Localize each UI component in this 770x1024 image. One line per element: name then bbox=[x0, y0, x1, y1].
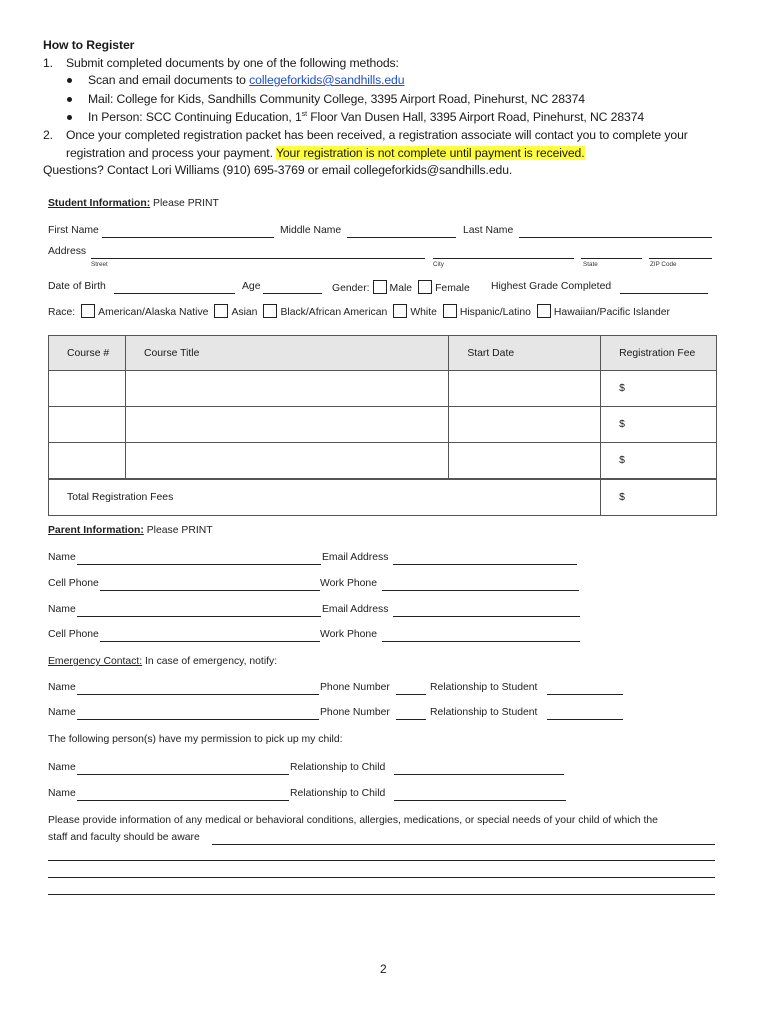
pickup2-relationship-field[interactable] bbox=[394, 800, 566, 801]
course-table bbox=[48, 335, 717, 516]
total-fees-label: Total Registration Fees bbox=[49, 479, 601, 516]
bullet-email-text: Scan and email documents to bbox=[88, 73, 250, 87]
start-date-cell[interactable] bbox=[449, 407, 601, 443]
bullet-icon bbox=[67, 78, 72, 83]
step-2-line-1: Once your completed registration packet has been received, a registration associate will contact you to complete your bbox=[66, 128, 688, 142]
race-option-label: Black/African American bbox=[280, 307, 388, 318]
grade-label: Highest Grade Completed bbox=[491, 281, 612, 292]
course-number-cell[interactable] bbox=[49, 407, 126, 443]
race-option-label: Hispanic/Latino bbox=[459, 307, 531, 318]
emergency2-relationship-field[interactable] bbox=[547, 719, 623, 720]
dob-field[interactable] bbox=[114, 293, 235, 294]
medical-field-line-3[interactable] bbox=[48, 877, 715, 878]
zip-field[interactable] bbox=[649, 258, 712, 259]
race-checkbox-asian[interactable] bbox=[214, 304, 228, 318]
parent-info-heading bbox=[48, 525, 213, 536]
emergency1-name-label: Name bbox=[48, 682, 76, 693]
parent2-cell-field[interactable] bbox=[100, 641, 320, 642]
emergency2-name-label: Name bbox=[48, 707, 76, 718]
male-checkbox[interactable] bbox=[373, 280, 387, 294]
header-registration-fee: Registration Fee bbox=[601, 336, 717, 371]
questions-contact: Questions? Contact Lori Williams (910) 695-3769 or email collegeforkids@sandhills.edu. bbox=[43, 163, 513, 177]
fee-cell[interactable]: $ bbox=[601, 371, 717, 407]
ordinal-suffix: st bbox=[301, 110, 307, 118]
pickup1-relationship-field[interactable] bbox=[394, 774, 564, 775]
female-checkbox[interactable] bbox=[418, 280, 432, 294]
bullet-mail-text: Mail: College for Kids, Sandhills Community College, 3395 Airport Road, Pinehurst, NC 28374 bbox=[88, 92, 585, 106]
header-course-number: Course # bbox=[49, 336, 126, 371]
age-label: Age bbox=[242, 281, 261, 292]
first-name-field[interactable] bbox=[102, 237, 274, 238]
emergency-note: In case of emergency, notify: bbox=[142, 656, 278, 667]
parent1-email-field[interactable] bbox=[393, 564, 577, 565]
pickup-intro: The following person(s) have my permission to pick up my child: bbox=[48, 734, 343, 745]
parent-info-title: Parent Information: bbox=[48, 525, 144, 536]
street-caption: Street bbox=[91, 261, 108, 268]
bullet-in-person-text: In Person: SCC Continuing Education, 1 bbox=[88, 110, 302, 124]
race-option-label: Hawaiian/Pacific Islander bbox=[553, 307, 671, 318]
parent2-email-field[interactable] bbox=[393, 616, 580, 617]
payment-notice-highlight: Your registration is not complete until payment is received. bbox=[275, 146, 585, 160]
pickup2-relationship-label: Relationship to Child bbox=[290, 788, 386, 799]
emergency-heading bbox=[48, 656, 277, 667]
bullet-icon bbox=[67, 97, 72, 102]
last-name-field[interactable] bbox=[519, 237, 712, 238]
address-label: Address bbox=[48, 246, 87, 257]
print-note: Please PRINT bbox=[150, 198, 219, 209]
race-group bbox=[48, 304, 670, 318]
race-checkbox-hispanic-latino[interactable] bbox=[443, 304, 457, 318]
emergency1-phone-field[interactable] bbox=[396, 694, 426, 695]
bullet-in-person-text-2: Floor Van Dusen Hall, 3395 Airport Road, Pinehurst, NC 28374 bbox=[306, 110, 645, 124]
pickup1-name-label: Name bbox=[48, 762, 76, 773]
step-2-number: 2. bbox=[43, 128, 53, 142]
bullet-in-person bbox=[67, 110, 645, 124]
parent2-cell-label: Cell Phone bbox=[48, 629, 99, 640]
gender-label: Gender: bbox=[332, 283, 370, 294]
fee-cell[interactable]: $ bbox=[601, 407, 717, 443]
dob-label: Date of Birth bbox=[48, 281, 106, 292]
course-title-cell[interactable] bbox=[125, 443, 448, 480]
medical-field-line-1[interactable] bbox=[212, 844, 715, 845]
male-label: Male bbox=[389, 283, 413, 294]
zip-caption: ZIP Code bbox=[650, 261, 677, 268]
parent2-work-field[interactable] bbox=[382, 641, 580, 642]
female-label: Female bbox=[435, 283, 470, 294]
city-field[interactable] bbox=[433, 258, 574, 259]
gender-group bbox=[332, 280, 470, 294]
middle-name-label: Middle Name bbox=[280, 225, 342, 236]
emergency2-phone-field[interactable] bbox=[396, 719, 426, 720]
state-field[interactable] bbox=[581, 258, 642, 259]
race-option-label: Asian bbox=[231, 307, 258, 318]
fee-cell[interactable]: $ bbox=[601, 443, 717, 480]
total-row bbox=[49, 479, 717, 516]
bullet-mail bbox=[67, 92, 585, 106]
parent1-cell-label: Cell Phone bbox=[48, 578, 99, 589]
race-checkbox-american-alaska-native[interactable] bbox=[81, 304, 95, 318]
emergency1-name-field[interactable] bbox=[77, 694, 319, 695]
table-row bbox=[49, 371, 717, 407]
step-1-text: Submit completed documents by one of the following methods: bbox=[66, 56, 399, 70]
header-course-title: Course Title bbox=[125, 336, 448, 371]
race-option-label: American/Alaska Native bbox=[98, 307, 209, 318]
race-option-label: White bbox=[410, 307, 437, 318]
emergency2-relationship-label: Relationship to Student bbox=[430, 707, 538, 718]
race-checkbox-black-african-american[interactable] bbox=[263, 304, 277, 318]
first-name-label: First Name bbox=[48, 225, 99, 236]
bullet-icon bbox=[67, 115, 72, 120]
pickup1-name-field[interactable] bbox=[77, 774, 289, 775]
start-date-cell[interactable] bbox=[449, 371, 601, 407]
total-fee-cell[interactable]: $ bbox=[601, 479, 717, 516]
parent2-email-label: Email Address bbox=[322, 604, 389, 615]
state-caption: State bbox=[583, 261, 598, 268]
parent1-email-label: Email Address bbox=[322, 552, 389, 563]
middle-name-field[interactable] bbox=[347, 237, 456, 238]
city-caption: City bbox=[433, 261, 444, 268]
course-number-cell[interactable] bbox=[49, 371, 126, 407]
emergency1-phone-label: Phone Number bbox=[320, 682, 390, 693]
course-title-cell[interactable] bbox=[125, 407, 448, 443]
race-label: Race: bbox=[48, 307, 76, 318]
step-2-line-2-text: registration and process your payment. bbox=[66, 146, 276, 160]
student-info-title: Student Information: bbox=[48, 198, 151, 209]
step-1 bbox=[43, 56, 399, 70]
pickup2-name-field[interactable] bbox=[77, 800, 289, 801]
medical-prompt-line-2: staff and faculty should be aware bbox=[48, 832, 200, 843]
course-number-cell[interactable] bbox=[49, 443, 126, 480]
race-checkbox-hawaiian-pacific-islander[interactable] bbox=[537, 304, 551, 318]
race-checkbox-white[interactable] bbox=[393, 304, 407, 318]
course-title-cell[interactable] bbox=[125, 371, 448, 407]
emergency-title: Emergency Contact: bbox=[48, 656, 143, 667]
parent2-work-label: Work Phone bbox=[320, 629, 377, 640]
table-header-row bbox=[49, 336, 717, 371]
age-field[interactable] bbox=[263, 293, 322, 294]
parent2-name-field[interactable] bbox=[77, 616, 321, 617]
emergency2-phone-label: Phone Number bbox=[320, 707, 390, 718]
bullet-email bbox=[67, 73, 405, 87]
print-note: Please PRINT bbox=[143, 525, 213, 536]
parent1-name-label: Name bbox=[48, 552, 76, 563]
emergency2-name-field[interactable] bbox=[77, 719, 319, 720]
email-link[interactable]: collegeforkids@sandhills.edu bbox=[249, 73, 405, 87]
parent1-work-label: Work Phone bbox=[320, 578, 377, 589]
emergency1-relationship-label: Relationship to Student bbox=[430, 682, 538, 693]
header-start-date: Start Date bbox=[449, 336, 601, 371]
medical-field-line-4[interactable] bbox=[48, 894, 715, 895]
table-row bbox=[49, 407, 717, 443]
start-date-cell[interactable] bbox=[449, 443, 601, 480]
parent1-work-field[interactable] bbox=[382, 590, 579, 591]
step-1-number: 1. bbox=[43, 56, 53, 70]
pickup1-relationship-label: Relationship to Child bbox=[290, 762, 386, 773]
table-row bbox=[49, 443, 717, 480]
parent1-cell-field[interactable] bbox=[100, 590, 320, 591]
medical-prompt-line-1: Please provide information of any medical or behavioral conditions, allergies, medications, or special needs of your child of which the bbox=[48, 815, 658, 826]
parent1-name-field[interactable] bbox=[77, 564, 321, 565]
grade-field[interactable] bbox=[620, 293, 708, 294]
street-field[interactable] bbox=[91, 258, 425, 259]
last-name-label: Last Name bbox=[463, 225, 514, 236]
step-2-line-2 bbox=[66, 146, 585, 160]
student-info-heading bbox=[48, 198, 219, 209]
page-number: 2 bbox=[380, 962, 387, 976]
step-2 bbox=[43, 128, 688, 142]
pickup2-name-label: Name bbox=[48, 788, 76, 799]
parent2-name-label: Name bbox=[48, 604, 76, 615]
emergency1-relationship-field[interactable] bbox=[547, 694, 623, 695]
how-to-register-heading: How to Register bbox=[43, 38, 135, 52]
medical-field-line-2[interactable] bbox=[48, 860, 715, 861]
